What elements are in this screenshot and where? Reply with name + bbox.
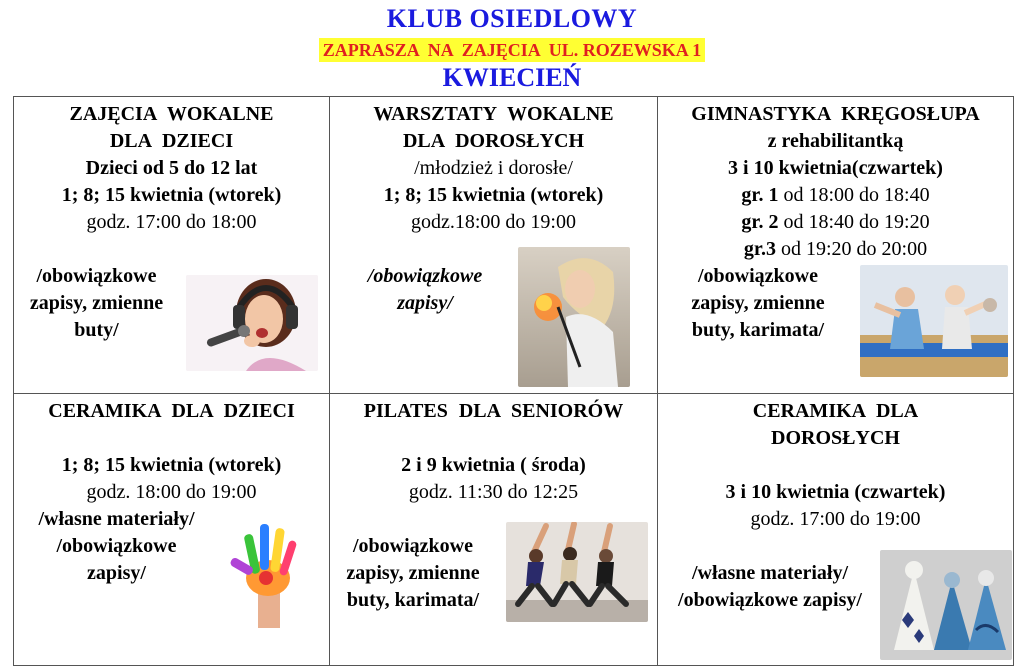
cell-note: /obowiązkowe (36, 265, 157, 287)
cell-note: /własne materiały/ (38, 508, 195, 530)
cell-time: godz. 17:00 do 19:00 (750, 508, 921, 530)
cell-group-1: gr. 1 od 18:00 do 18:40 (741, 184, 930, 206)
cell-group-2: gr. 2 od 18:40 do 19:20 (741, 211, 930, 233)
poster-subtitle: ZAPRASZA NA ZAJĘCIA UL. ROZEWSKA 1 (319, 38, 706, 62)
cell-vocal-kids (13, 96, 330, 394)
cell-note: zapisy, zmienne (691, 292, 825, 314)
cell-ceramics-kids (13, 393, 330, 666)
cell-vocal-adults (329, 96, 658, 394)
cell-note: zapisy/ (87, 562, 146, 584)
painted-hand-icon (224, 516, 310, 628)
cell-note: /obowiązkowe (353, 535, 473, 557)
cell-audience: /młodzież i dorosłe/ (414, 157, 573, 179)
cell-time: godz. 17:00 do 18:00 (86, 211, 257, 233)
cell-title: DLA DZIECI (109, 130, 234, 152)
cell-group-3: gr.3 od 19:20 do 20:00 (743, 238, 928, 260)
poster-title: KLUB OSIEDLOWY (386, 4, 638, 33)
cell-title: CERAMIKA DLA DZIECI (48, 400, 295, 422)
cell-note: /własne materiały/ (691, 562, 849, 584)
cell-note: zapisy, zmienne (29, 292, 164, 314)
cell-age: Dzieci od 5 do 12 lat (85, 157, 258, 179)
poster-month: KWIECIEŃ (442, 63, 582, 92)
cell-dates: 3 i 10 kwietnia(czwartek) (728, 157, 943, 179)
cell-note: buty, karimata/ (346, 589, 480, 611)
cell-time: godz. 18:00 do 19:00 (86, 481, 257, 503)
ceramic-figurines-icon (880, 550, 1012, 660)
pilates-group-icon (506, 522, 648, 622)
cell-note: /obowiązkowe (367, 265, 483, 287)
schedule-table (13, 96, 1014, 666)
cell-note: /obowiązkowe (56, 535, 177, 557)
woman-singing-icon (518, 247, 630, 387)
cell-title: GIMNASTYKA KRĘGOSŁUPA (691, 103, 980, 125)
cell-dates: 1; 8; 15 kwietnia (wtorek) (61, 454, 282, 476)
cell-note: buty/ (74, 319, 119, 341)
cell-dates: 2 i 9 kwietnia ( środa) (401, 454, 586, 476)
girl-singing-icon (186, 275, 318, 371)
cell-title: DLA DOROSŁYCH (402, 130, 585, 152)
cell-dates: 1; 8; 15 kwietnia (wtorek) (61, 184, 282, 206)
cell-note: /obowiązkowe (698, 265, 818, 287)
cell-spine-gymnastics (657, 96, 1014, 394)
cell-title: PILATES DLA SENIORÓW (363, 400, 624, 422)
cell-note: zapisy/ (397, 292, 453, 314)
cell-note: zapisy, zmienne (346, 562, 480, 584)
cell-time: godz.18:00 do 19:00 (411, 211, 576, 233)
cell-title: DOROSŁYCH (771, 427, 900, 449)
cell-pilates-seniors (329, 393, 658, 666)
cell-title: ZAJĘCIA WOKALNE (69, 103, 274, 125)
cell-dates: 3 i 10 kwietnia (czwartek) (725, 481, 946, 503)
cell-title: CERAMIKA DLA (752, 400, 919, 422)
cell-dates: 1; 8; 15 kwietnia (wtorek) (383, 184, 604, 206)
cell-ceramics-adults (657, 393, 1014, 666)
cell-note: /obowiązkowe zapisy/ (678, 589, 862, 611)
seniors-exercising-icon (860, 265, 1008, 377)
cell-title: WARSZTATY WOKALNE (373, 103, 614, 125)
cell-subtitle: z rehabilitantką (767, 130, 904, 152)
cell-note: buty, karimata/ (691, 319, 825, 341)
cell-time: godz. 11:30 do 12:25 (408, 481, 579, 503)
